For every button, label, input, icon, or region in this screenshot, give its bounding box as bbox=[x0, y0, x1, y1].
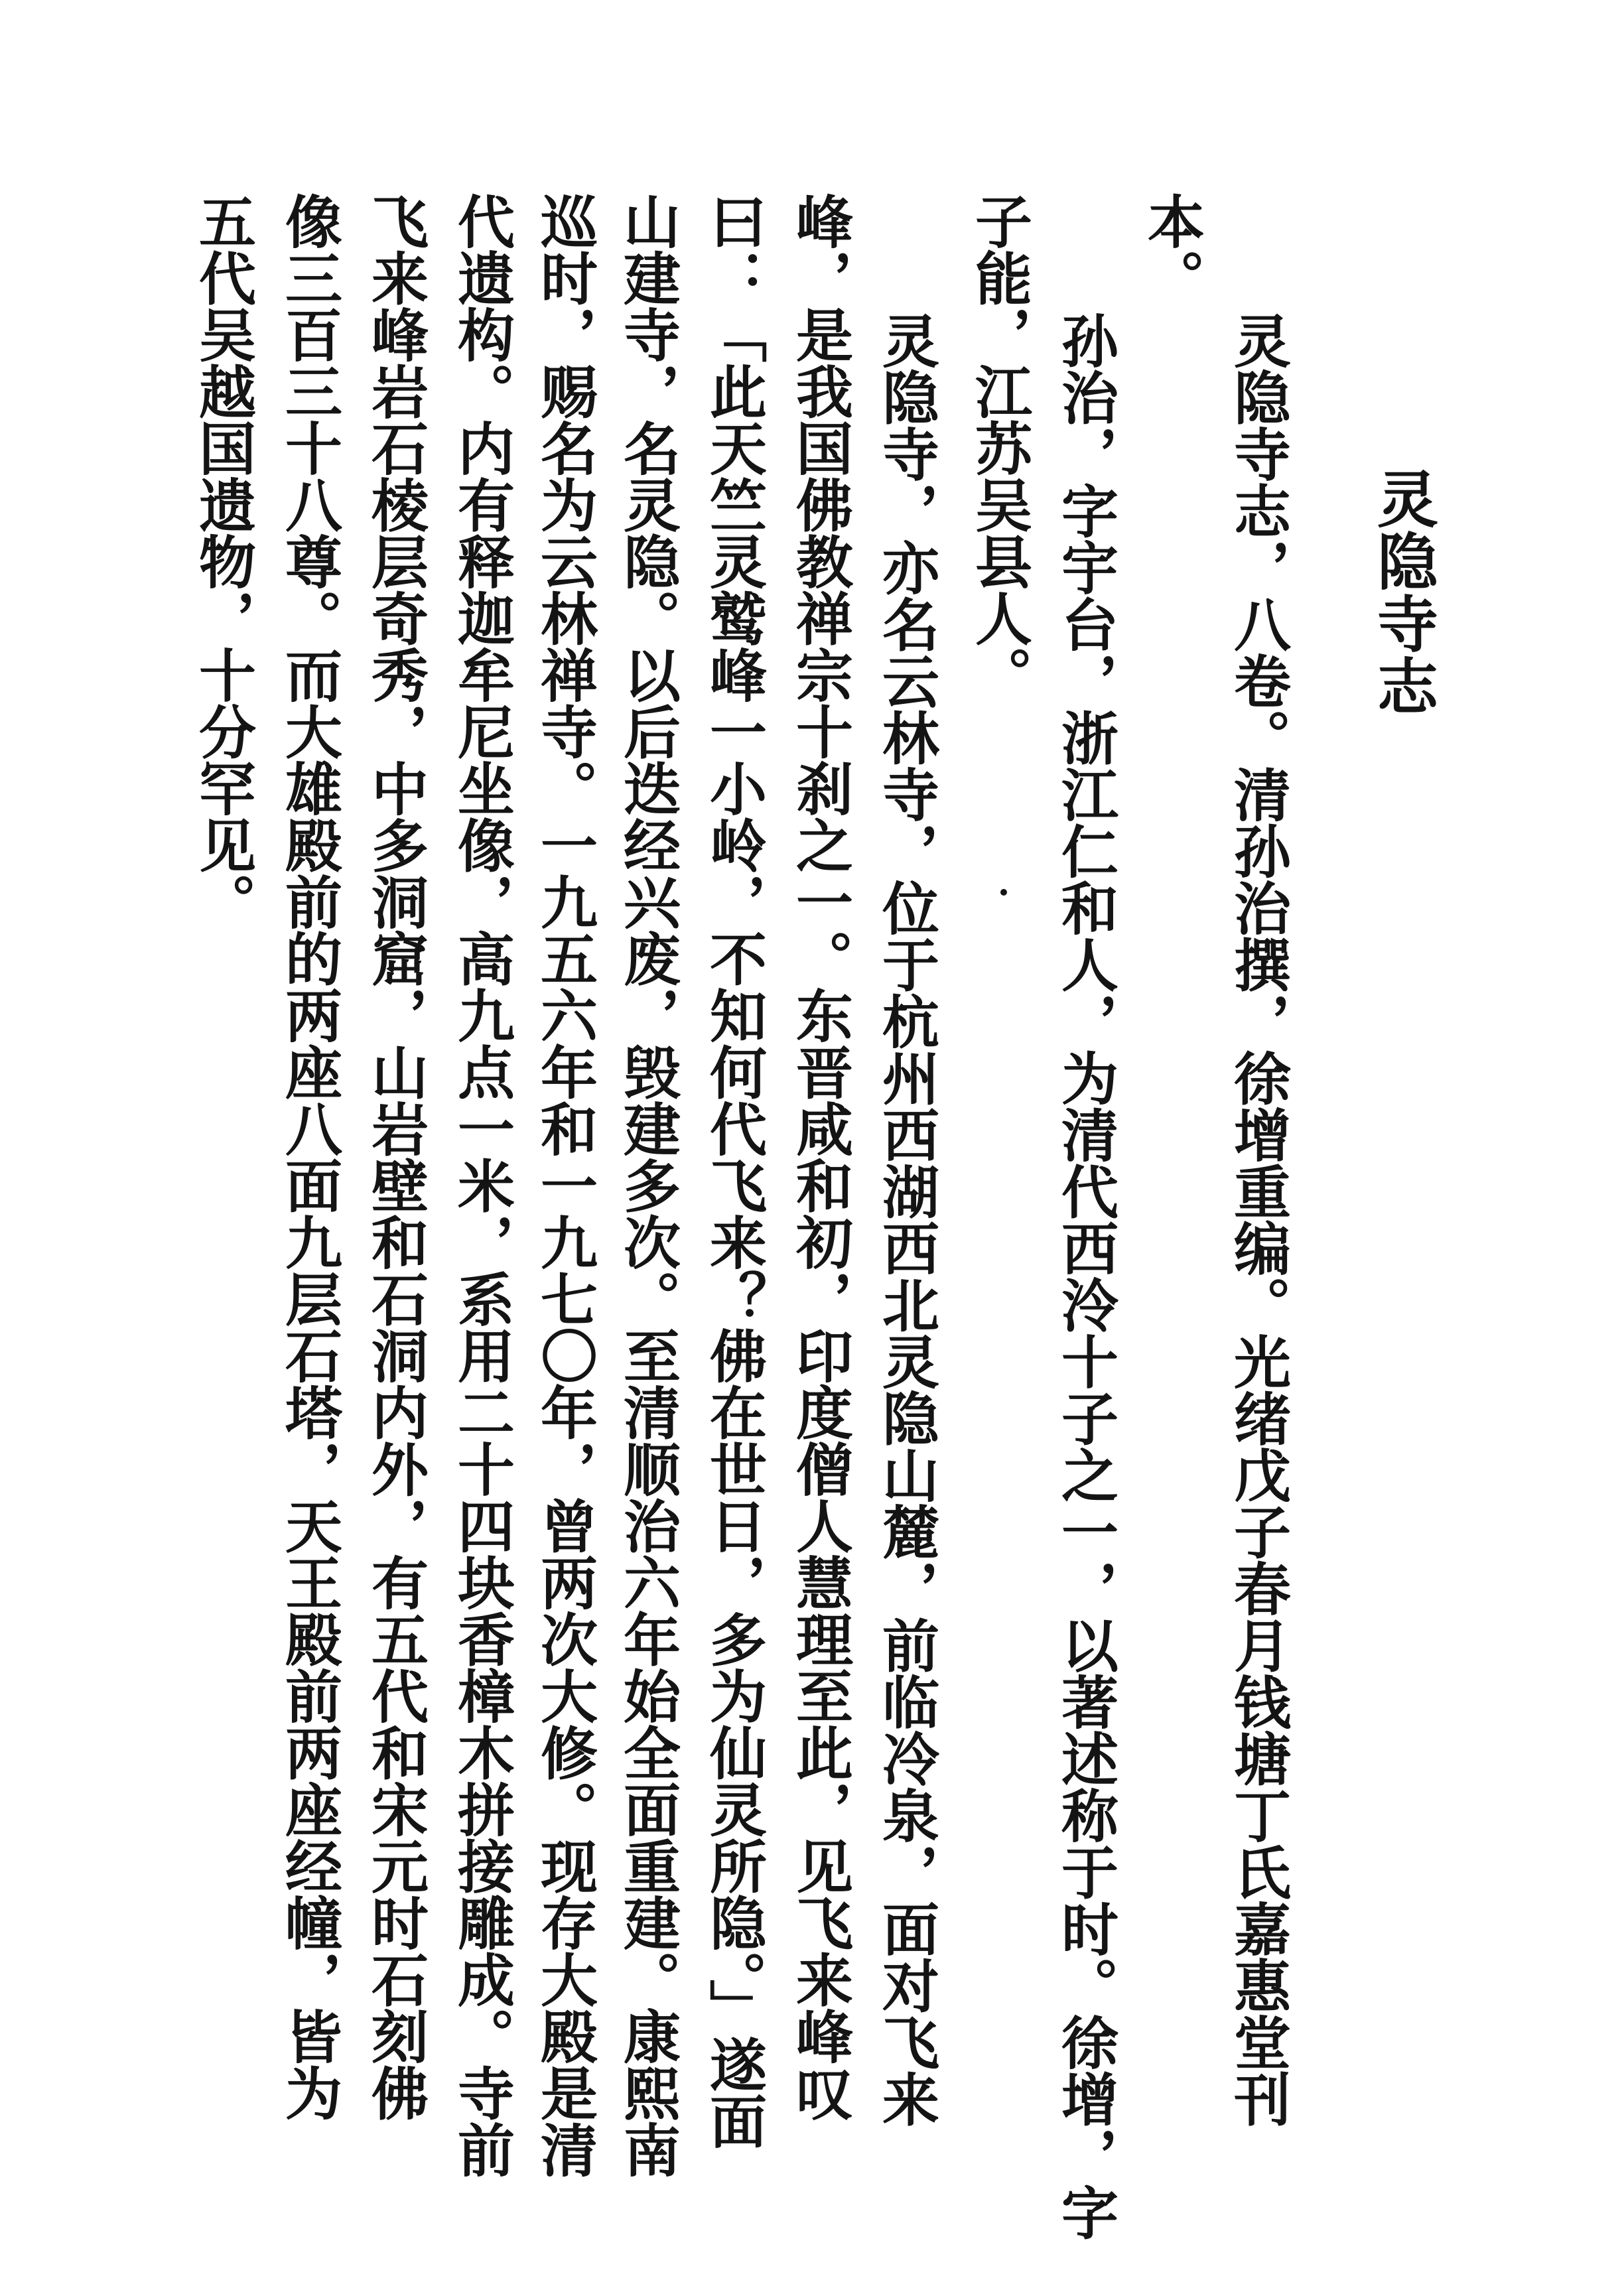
page-title: 灵隐寺志 bbox=[1367, 468, 1439, 717]
text-column: 山建寺，名灵隐。以后迭经兴废，毁建多次。至清顺治六年始全面重建。康熙南 bbox=[614, 192, 681, 2178]
text-column: 灵隐寺志，八卷。清孙治撰，徐增重编。光绪戊子春月钱塘丁氏嘉惠堂刊 bbox=[1224, 312, 1291, 2127]
text-column: 本。 bbox=[1138, 192, 1205, 306]
text-column: 孙治，字宇台，浙江仁和人，为清代西泠十子之一，以著述称于时。徐增，字 bbox=[1051, 312, 1118, 2240]
ink-speck bbox=[1000, 889, 1007, 896]
text-column: 飞来峰岩石棱层奇秀，中多洞窟，山岩壁和石洞内外，有五代和宋元时石刻佛 bbox=[362, 192, 429, 2121]
text-column: 巡时，赐名为云林禅寺。一九五六年和一九七〇年，曾两次大修。现存大殿是清 bbox=[531, 192, 598, 2178]
text-column: 峰，是我国佛教禅宗十刹之一。东晋咸和初，印度僧人慧理至此，见飞来峰叹 bbox=[786, 192, 853, 2121]
text-column: 代遗构。内有释迦牟尼坐像，高九点一米，系用二十四块香樟木拼接雕成。寺前 bbox=[448, 192, 515, 2178]
text-column: 子能，江苏吴县人。 bbox=[965, 192, 1032, 703]
text-column: 曰：「此天竺灵鹫峰一小岭，不知何代飞来？佛在世日，多为仙灵所隐。」遂面 bbox=[700, 192, 767, 2149]
text-column: 像三百三十八尊。而大雄殿前的两座八面九层石塔，天王殿前两座经幢，皆为 bbox=[275, 192, 342, 2121]
text-column: 灵隐寺，亦名云林寺，位于杭州西湖西北灵隐山麓，前临冷泉，面对飞来 bbox=[872, 312, 939, 2127]
text-column: 五代吴越国遗物，十分罕见。 bbox=[189, 192, 256, 930]
